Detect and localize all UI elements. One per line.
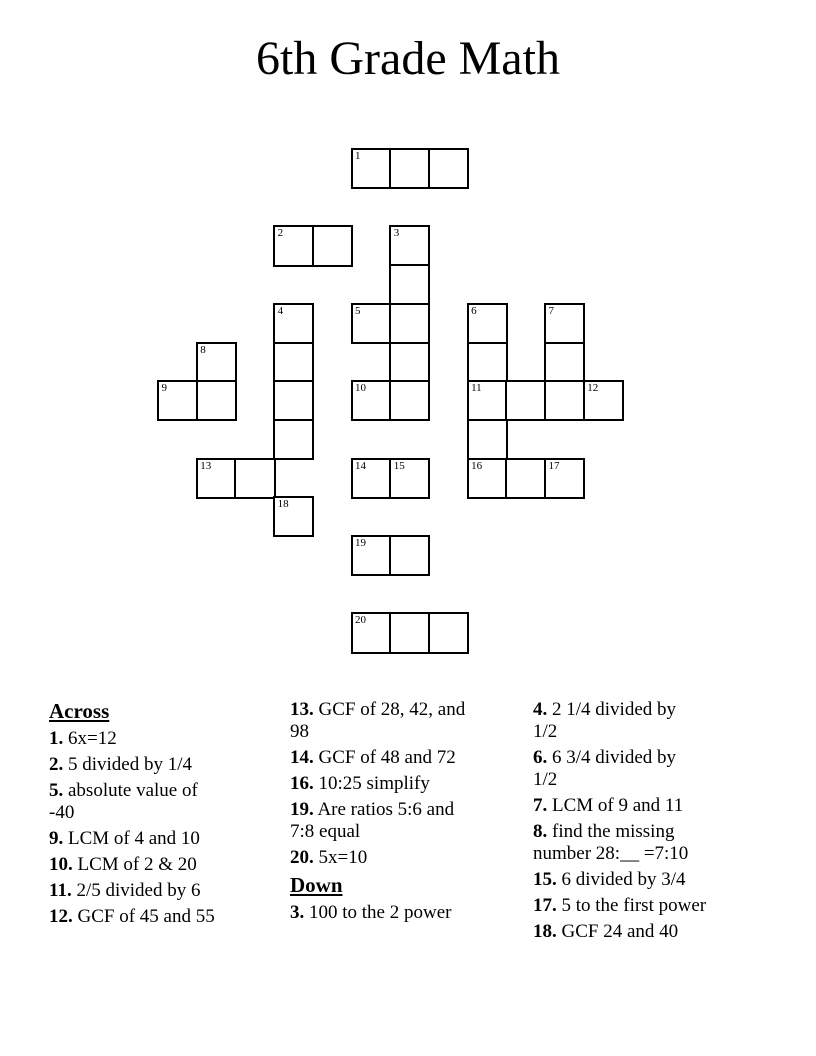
clue-item bbox=[49, 754, 291, 776]
clue-item bbox=[533, 869, 775, 891]
clue-number: 2. bbox=[49, 754, 64, 775]
clue-line bbox=[533, 699, 775, 721]
clue-item bbox=[290, 902, 532, 924]
cell-number: 5 bbox=[355, 304, 361, 317]
clue-line bbox=[49, 854, 291, 876]
clue-line bbox=[533, 747, 775, 769]
clue-text: 1/2 bbox=[533, 769, 558, 790]
clue-item bbox=[533, 895, 775, 917]
clue-number: 17. bbox=[533, 895, 557, 916]
clues-heading-text: Down bbox=[290, 873, 343, 897]
cell-number: 16 bbox=[471, 459, 483, 472]
clue-text: LCM of 2 & 20 bbox=[77, 854, 197, 875]
clue-text: -40 bbox=[49, 802, 75, 823]
clue-number: 4. bbox=[533, 699, 548, 720]
clue-text: GCF of 28, 42, and bbox=[318, 699, 466, 720]
clue-text: GCF of 48 and 72 bbox=[318, 747, 456, 768]
clue-number: 20. bbox=[290, 847, 314, 868]
cell-number: 10 bbox=[355, 382, 366, 395]
clue-number: 13. bbox=[290, 699, 314, 720]
clue-line bbox=[290, 847, 532, 869]
cell-number: 11 bbox=[471, 382, 482, 395]
clue-item bbox=[49, 906, 291, 928]
cell-number: 18 bbox=[277, 498, 289, 511]
clue-line bbox=[533, 869, 775, 891]
clue-item bbox=[533, 821, 775, 865]
clue-number: 12. bbox=[49, 906, 73, 927]
cell-number: 20 bbox=[355, 614, 366, 627]
clue-item bbox=[290, 747, 532, 769]
clue-line bbox=[49, 828, 291, 850]
clue-text: 10:25 simplify bbox=[318, 773, 430, 794]
clue-item bbox=[533, 699, 775, 743]
clue-text: 2/5 divided by 6 bbox=[76, 880, 201, 901]
clue-text: 5 divided by 1/4 bbox=[68, 754, 193, 775]
cell-number: 12 bbox=[587, 382, 599, 395]
clue-text: absolute value of bbox=[68, 780, 198, 801]
clue-text: 6 3/4 divided by bbox=[552, 747, 677, 768]
clue-item bbox=[49, 880, 291, 902]
cell-number: 8 bbox=[200, 343, 206, 356]
cell-number: 2 bbox=[277, 227, 284, 240]
clue-item bbox=[533, 747, 775, 791]
clue-text: GCF of 45 and 55 bbox=[77, 906, 215, 927]
clue-text: 6 divided by 3/4 bbox=[561, 869, 686, 890]
clue-column bbox=[49, 699, 291, 932]
clue-item bbox=[290, 773, 532, 795]
clue-text: 2 1/4 divided by bbox=[552, 699, 677, 720]
cell-number: 1 bbox=[355, 150, 361, 162]
clue-text: LCM of 4 and 10 bbox=[68, 828, 200, 849]
clue-number: 10. bbox=[49, 854, 73, 875]
clue-text: LCM of 9 and 11 bbox=[552, 795, 684, 816]
clue-line bbox=[533, 769, 775, 791]
clue-item bbox=[533, 795, 775, 817]
clue-line bbox=[533, 895, 775, 917]
clue-line bbox=[49, 880, 291, 902]
page-title: 6th Grade Math bbox=[256, 32, 560, 85]
clue-line bbox=[49, 802, 291, 824]
cell-number: 4 bbox=[277, 304, 284, 317]
clue-line bbox=[290, 699, 532, 721]
clue-number: 8. bbox=[533, 821, 548, 842]
cell-number: 14 bbox=[355, 459, 366, 472]
clue-line bbox=[49, 754, 291, 776]
clues-heading-text: Across bbox=[49, 699, 110, 723]
clue-item bbox=[290, 799, 532, 843]
clue-text: 100 to the 2 power bbox=[309, 902, 452, 923]
clue-line bbox=[49, 780, 291, 802]
clue-line bbox=[290, 821, 532, 843]
clue-number: 11. bbox=[49, 880, 72, 901]
clue-text: 5 to the first power bbox=[561, 895, 707, 916]
clue-line bbox=[290, 721, 532, 743]
cell-number: 13 bbox=[200, 459, 212, 472]
clue-text: 6x=12 bbox=[68, 728, 117, 749]
clue-line bbox=[533, 721, 775, 743]
clue-line bbox=[533, 821, 775, 843]
clue-line bbox=[290, 747, 532, 769]
cell-number: 19 bbox=[355, 537, 366, 549]
cell-number: 17 bbox=[548, 459, 560, 472]
clue-line bbox=[533, 795, 775, 817]
clue-item bbox=[49, 828, 291, 850]
clue-number: 6. bbox=[533, 747, 548, 768]
clue-text: find the missing bbox=[552, 821, 675, 842]
clue-number: 16. bbox=[290, 773, 314, 794]
clue-line bbox=[290, 799, 532, 821]
clue-text: 7:8 equal bbox=[290, 821, 361, 842]
clue-number: 3. bbox=[290, 902, 305, 923]
clue-line bbox=[533, 843, 775, 865]
clue-text: 1/2 bbox=[533, 721, 558, 742]
clue-number: 18. bbox=[533, 921, 557, 942]
cell-number: 7 bbox=[548, 304, 554, 317]
cell-number: 3 bbox=[393, 227, 400, 240]
clue-column bbox=[290, 699, 532, 928]
cell-number: 15 bbox=[393, 459, 405, 472]
clue-text: 98 bbox=[290, 721, 309, 742]
clue-number: 1. bbox=[49, 728, 64, 749]
clue-item bbox=[290, 699, 532, 743]
clue-text: 5x=10 bbox=[318, 847, 368, 868]
clues-heading-across bbox=[49, 699, 291, 724]
clue-item bbox=[49, 854, 291, 876]
clue-line bbox=[49, 906, 291, 928]
clue-item bbox=[290, 847, 532, 869]
clue-item bbox=[533, 921, 775, 943]
clue-text: number 28:__ =7:10 bbox=[533, 843, 689, 864]
clue-line bbox=[290, 902, 532, 924]
clue-number: 14. bbox=[290, 747, 314, 768]
clue-line bbox=[49, 728, 291, 750]
clue-text: Are ratios 5:6 and bbox=[317, 799, 455, 820]
clue-number: 5. bbox=[49, 780, 64, 801]
clue-text: GCF 24 and 40 bbox=[561, 921, 679, 942]
clue-number: 7. bbox=[533, 795, 548, 816]
cell-number: 9 bbox=[161, 382, 167, 395]
clue-number: 9. bbox=[49, 828, 64, 849]
cell-number: 6 bbox=[471, 304, 477, 317]
clue-line bbox=[533, 921, 775, 943]
clue-column bbox=[533, 699, 775, 947]
clue-number: 15. bbox=[533, 869, 557, 890]
clue-item bbox=[49, 728, 291, 750]
clue-number: 19. bbox=[290, 799, 314, 820]
clue-line bbox=[290, 773, 532, 795]
clues-heading-down bbox=[290, 873, 532, 898]
clue-item bbox=[49, 780, 291, 824]
